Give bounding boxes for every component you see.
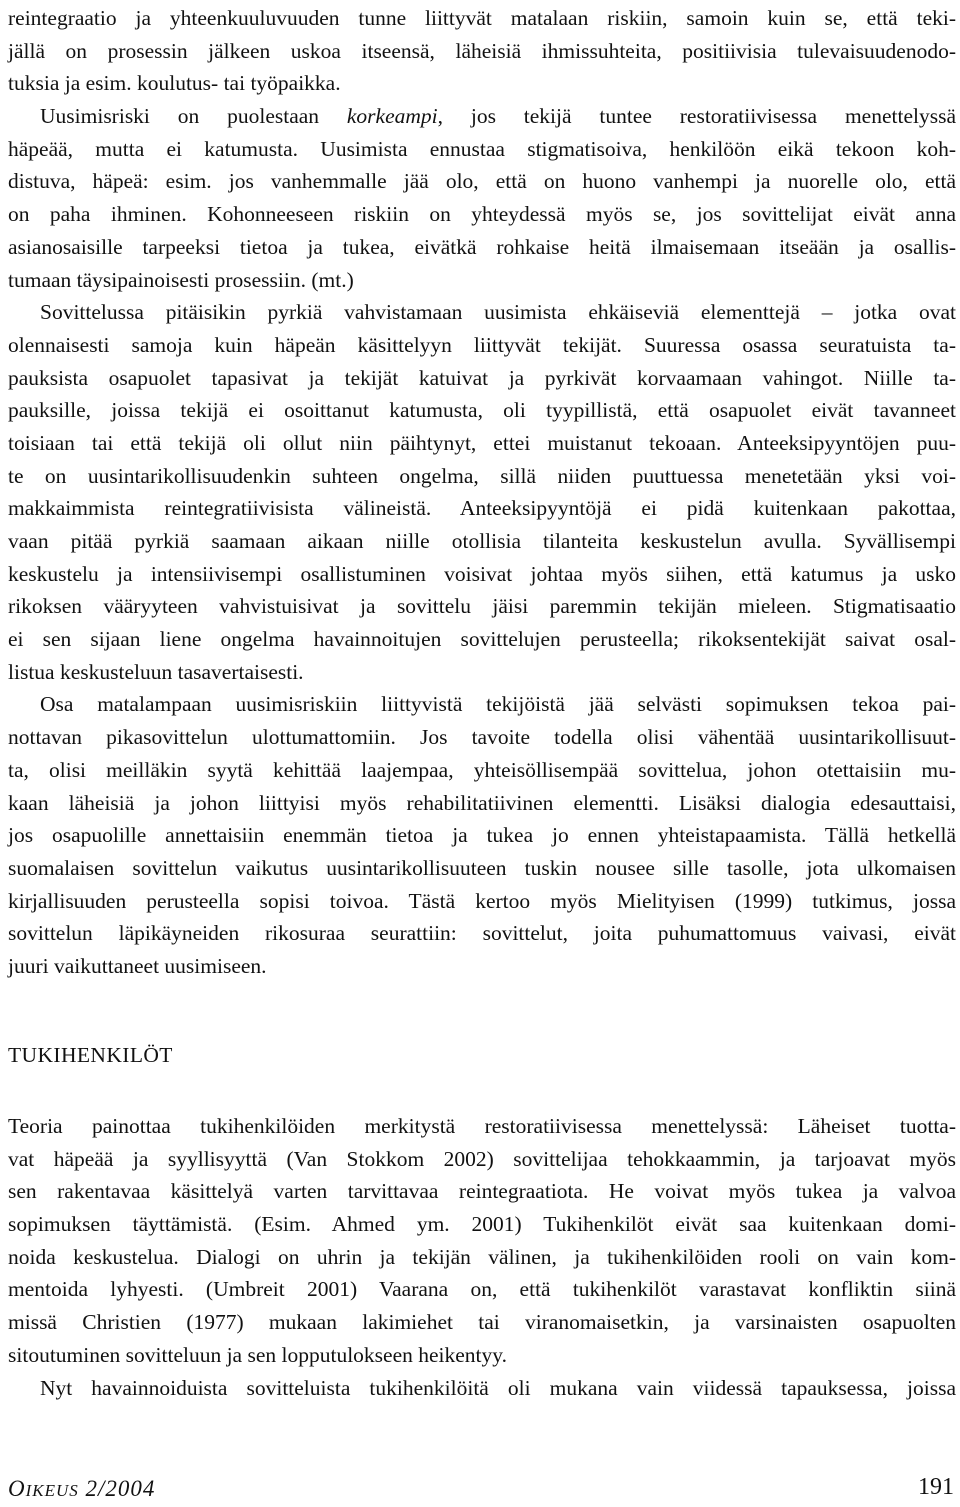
text-line: makkaimmista reintegratiivisista välineistä. Anteeksipyyntöjä ei pidä kuitenkaan pakottaa, — [8, 496, 956, 521]
text-line: jällä on prosessin jälkeen uskoa itseensä, läheisiä ihmissuhteita, positiivisia tulevaisuudenodo- — [8, 38, 956, 63]
text-line: sovittelun läpikäyneiden rikosuraa seurattiin: sovittelut, joita puhumattomuus vaivasi, eivät — [8, 921, 956, 946]
text-line: nottavan pikasovittelun ulottumattomiin. Jos tavoite todella olisi vähentää uusintarikollisuut- — [8, 725, 956, 750]
text-line: listua keskusteluun tasavertaisesti. — [8, 659, 304, 684]
journal-initial: O — [8, 1476, 26, 1501]
text-line: vat häpeää ja syyllisyyttä (Van Stokkom 2002) sovittelijaa tehokkaammin, ja tarjoavat myös — [8, 1146, 956, 1171]
text-line: missä Christien (1977) mukaan lakimiehet tai viranomaisetkin, ja varsinaisten osapuolten — [8, 1310, 956, 1335]
text-line: sitoutuminen sovitteluun ja sen lopputulokseen heikentyy. — [8, 1342, 508, 1367]
text-line: te on uusintarikollisuudenkin suhteen ongelma, sillä niiden puuttuessa menetetään yksi voi- — [8, 463, 956, 488]
text-line: kirjallisuuden perusteella sopisi toivoa. Tästä kertoo myös Mielityisen (1999) tutkimus, jossa — [8, 888, 956, 913]
text-line: sen rakentavaa käsittelyä varten tarvittavaa reintegraatiota. He voivat myös tukea ja valvoa — [8, 1179, 956, 1204]
text-line: Nyt havainnoiduista sovitteluista tukihenkilöitä oli mukana vain viidessä tapauksessa, joissa — [40, 1375, 956, 1400]
text-line: on paha ihminen. Kohonneeseen riskiin on yhteydessä myös se, jos sovittelijat eivät anna — [8, 202, 956, 227]
journal-footer — [8, 1476, 155, 1502]
text-line: reintegraatio ja yhteenkuuluvuuden tunne liittyvät matalaan riskiin, samoin kuin se, että teki- — [8, 6, 956, 30]
text-line: tumaan täysipainoisesti prosessiin. (mt.) — [8, 267, 354, 292]
text-line: rikoksen vääryyteen vahvistuisivat ja sovittelu jäisi paremmin tekijän mieleen. Stigmatisaatio — [8, 594, 956, 619]
text-line: suomalaisen sovittelun vaikutus uusintarikollisuuteen tuskin nousee sille tasolle, jota ulkomaisen — [8, 855, 956, 880]
section-heading: TUKIHENKILÖT — [8, 1043, 173, 1067]
text-line: tuksia ja esim. koulutus- tai työpaikka. — [8, 71, 341, 96]
text-line: ei sen sijaan liene ongelma havainnoitujen sovittelujen perusteella; rikoksentekijät saivat osal- — [8, 627, 956, 652]
text-line: häpeää, mutta ei katumusta. Uusimista ennustaa stigmatisoiva, henkilöön eikä tekoon koh- — [8, 136, 956, 161]
text-line: kaan läheisiä ja johon liittyisi myös rehabilitatiivinen elementti. Lisäksi dialogia edesauttaisi, — [8, 790, 956, 815]
text-line: jos osapuolille annettaisiin enemmän tietoa ja tukea jo ennen yhteistapaamista. Tällä hetkellä — [8, 823, 956, 848]
text-line: juuri vaikuttaneet uusimiseen. — [8, 953, 267, 978]
journal-name: IKEUS — [25, 1481, 79, 1500]
journal-issue: 2/2004 — [85, 1476, 156, 1501]
text-line: Sovittelussa pitäisikin pyrkiä vahvistamaan uusimista ehkäiseviä elementtejä – jotka ovat — [40, 300, 956, 325]
body-text-section-1 — [8, 2, 956, 983]
page-number: 191 — [918, 1474, 954, 1500]
text-line: olennaisesti samoja kuin häpeän käsittelyyn liittyvät tekijät. Suuressa osassa seuratuista ta- — [8, 332, 956, 357]
text-line: noida keskustelua. Dialogi on uhrin ja tekijän välinen, ja tukihenkilöiden rooli on vain kom- — [8, 1244, 956, 1269]
text-line: vaan pitää pyrkiä saamaan aikaan niille otollisia tilanteita keskustelun avulla. Syvällisempi — [8, 529, 956, 553]
text-line: Teoria painottaa tukihenkilöiden merkitystä restoratiivisessa menettelyssä: Läheiset tuotta- — [8, 1114, 956, 1138]
text-line: Osa matalampaan uusimisriskiin liittyvistä tekijöistä jää selvästi sopimuksen tekoa pai- — [40, 692, 956, 717]
text-line: sopimuksen täyttämistä. (Esim. Ahmed ym. 2001) Tukihenkilöt eivät saa kuitenkaan domi- — [8, 1212, 956, 1237]
text-line: asianosaisille tarpeeksi tietoa ja tukea, eivätkä rohkaise heitä ilmaisemaan itseään ja osallis- — [8, 234, 956, 259]
text-line: toisiaan tai että tekijä oli ollut niin päihtynyt, ettei muistanut tekoaan. Anteeksipyyntöjen puu- — [8, 430, 956, 455]
body-text-section-2 — [8, 1110, 956, 1404]
text-line: keskustelu ja intensiivisempi osallistuminen voisivat johtaa myös siihen, että katumus ja usko — [8, 561, 956, 586]
text-line: mentoida lyhyesti. (Umbreit 2001) Vaarana on, että tukihenkilöt varastavat konfliktin siinä — [8, 1277, 956, 1302]
text-line: ta, olisi meilläkin syytä kehittää laajempaa, yhteisöllisempää sovittelua, johon otettaisiin mu- — [8, 757, 956, 782]
text-line: pauksille, joissa tekijä ei osoittanut katumusta, oli tyypillistä, että osapuolet eivät tavanneet — [8, 398, 956, 423]
text-line: Uusimisriski on puolestaan korkeampi, jos tekijä tuntee restoratiivisessa menettelyssä — [40, 104, 956, 129]
text-line: pauksista osapuolet tapasivat ja tekijät katuivat ja pyrkivät korvaamaan vahingot. Niille ta- — [8, 365, 956, 390]
text-line: distuva, häpeä: esim. jos vanhemmalle jää olo, että on huono vanhempi ja nuorelle olo, että — [8, 169, 956, 194]
